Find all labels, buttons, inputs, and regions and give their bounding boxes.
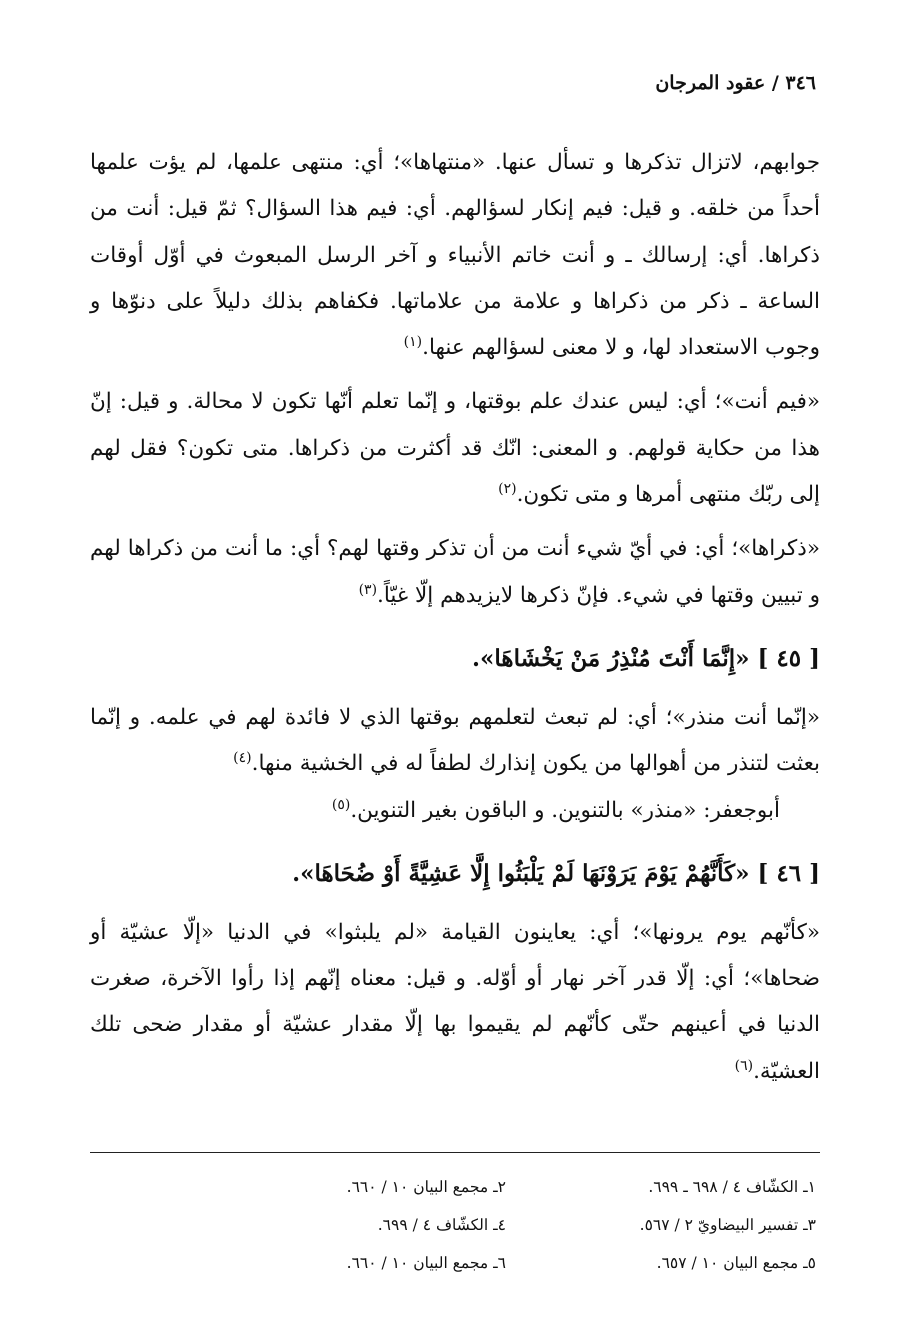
paragraph-4 xyxy=(90,695,820,788)
paragraph-6-text: «كأنّهم يوم يرونها»؛ أي: يعاينون القيامة «لم يلبثوا» في الدنيا «إلّا عشيّة أو ضحاها»؛ أي: إلّا قدر آخر نهار أو أوّله. و قيل: معناه إنّهم إذا رأوا الآخرة، صغرت الدنيا في أعينهم حتّى كأنّهم لم يقيموا بها إلّا مقدار عشيّة أو مقدار ضحى تلك العشيّة. xyxy=(90,919,820,1084)
footnote-1: ١ـ الكشّاف ٤ / ٦٩٨ ـ ٦٩٩. xyxy=(648,1178,816,1196)
verse-45: [ ٤٥ ] «إِنَّمَا أَنْتَ مُنْذِرُ مَنْ يَخْشَاهَا». xyxy=(472,644,820,672)
paragraph-3-text: «ذكراها»؛ أي: في أيّ شيء أنت من أن تذكر وقتها لهم؟ أي: ما أنت من ذكراها لهم و تبيين وقتها في شيء. فإنّ ذكرها لايزيدهم إلّا غيّاً. xyxy=(90,536,820,608)
footnote-ref-1: (١) xyxy=(403,334,423,351)
paragraph-6 xyxy=(90,910,820,1095)
footnote-5: ٥ـ مجمع البيان ١٠ / ٦٥٧. xyxy=(656,1254,816,1272)
paragraph-5-text: أبوجعفر: «منذر» بالتنوين. و الباقون بغير التنوين. xyxy=(350,797,780,823)
footnote-ref-6: (٦) xyxy=(734,1057,754,1074)
footnote-row xyxy=(196,1168,816,1206)
footnote-2: ٢ـ مجمع البيان ١٠ / ٦٦٠. xyxy=(346,1178,506,1196)
footnote-ref-4: (٤) xyxy=(233,750,252,767)
footnote-ref-5: (٥) xyxy=(331,796,351,813)
footnote-row xyxy=(196,1206,816,1244)
footnote-3: ٣ـ تفسير البيضاويّ ٢ / ٥٦٧. xyxy=(639,1216,816,1234)
footnote-6: ٦ـ مجمع البيان ١٠ / ٦٦٠. xyxy=(346,1254,506,1272)
footnote-ref-2: (٢) xyxy=(498,480,517,497)
running-head: ٣٤٦ / عقود المرجان xyxy=(655,72,816,94)
paragraph-3 xyxy=(90,526,820,619)
paragraph-5 xyxy=(90,788,820,834)
verse-46: [ ٤٦ ] «كَأَنَّهُمْ يَوْمَ يَرَوْنَهَا لَمْ يَلْبَثُوا إِلَّا عَشِيَّةً أَوْ ضُحَاهَا». xyxy=(292,859,820,887)
footnote-4: ٤ـ الكشّاف ٤ / ٦٩٩. xyxy=(377,1216,506,1234)
paragraph-1-text: جوابهم، لاتزال تذكرها و تسأل عنها. «منتهاها»؛ أي: منتهى علمها، لم يؤت علمها أحداً من خلقه. و قيل: فيم إنكار لسؤالهم. أي: فيم هذا السؤال؟ ثمّ قيل: أنت من ذكراها. أي: إرسالك ـ و أنت خاتم الأنبياء و آخر الرسل المبعوث في أوّل أوقات الساعة ـ ذكر من ذكراها و علامة من علاماتها. فكفاهم بذلك دليلاً على دنوّها و وجوب الاستعداد لها، و لا معنى لسؤالهم عنها. xyxy=(90,150,820,361)
paragraph-1 xyxy=(90,140,820,371)
footnote-ref-3: (٣) xyxy=(358,581,378,598)
paragraph-2-text: «فيم أنت»؛ أي: ليس عندك علم بوقتها، و إنّما تعلم أنّها تكون لا محالة. و قيل: إنّ هذا من حكاية قولهم. و المعنى: انّك قد أكثرت من ذكراها. متى تكون؟ فقل لهم إلى ربّك منتهى أمرها و متى تكون. xyxy=(90,389,820,508)
paragraph-2 xyxy=(90,379,820,518)
footnotes xyxy=(196,1168,816,1282)
footnote-row xyxy=(196,1244,816,1282)
footnote-divider xyxy=(90,1152,820,1153)
paragraph-4-text: «إنّما أنت منذر»؛ أي: لم تبعث لتعلمهم بوقتها الذي لا فائدة لهم في علمه. و إنّما بعثت لتنذر من أهوالها من يكون إنذارك لطفاً له في الخشية منها. xyxy=(90,704,820,777)
main-text xyxy=(90,140,820,1095)
